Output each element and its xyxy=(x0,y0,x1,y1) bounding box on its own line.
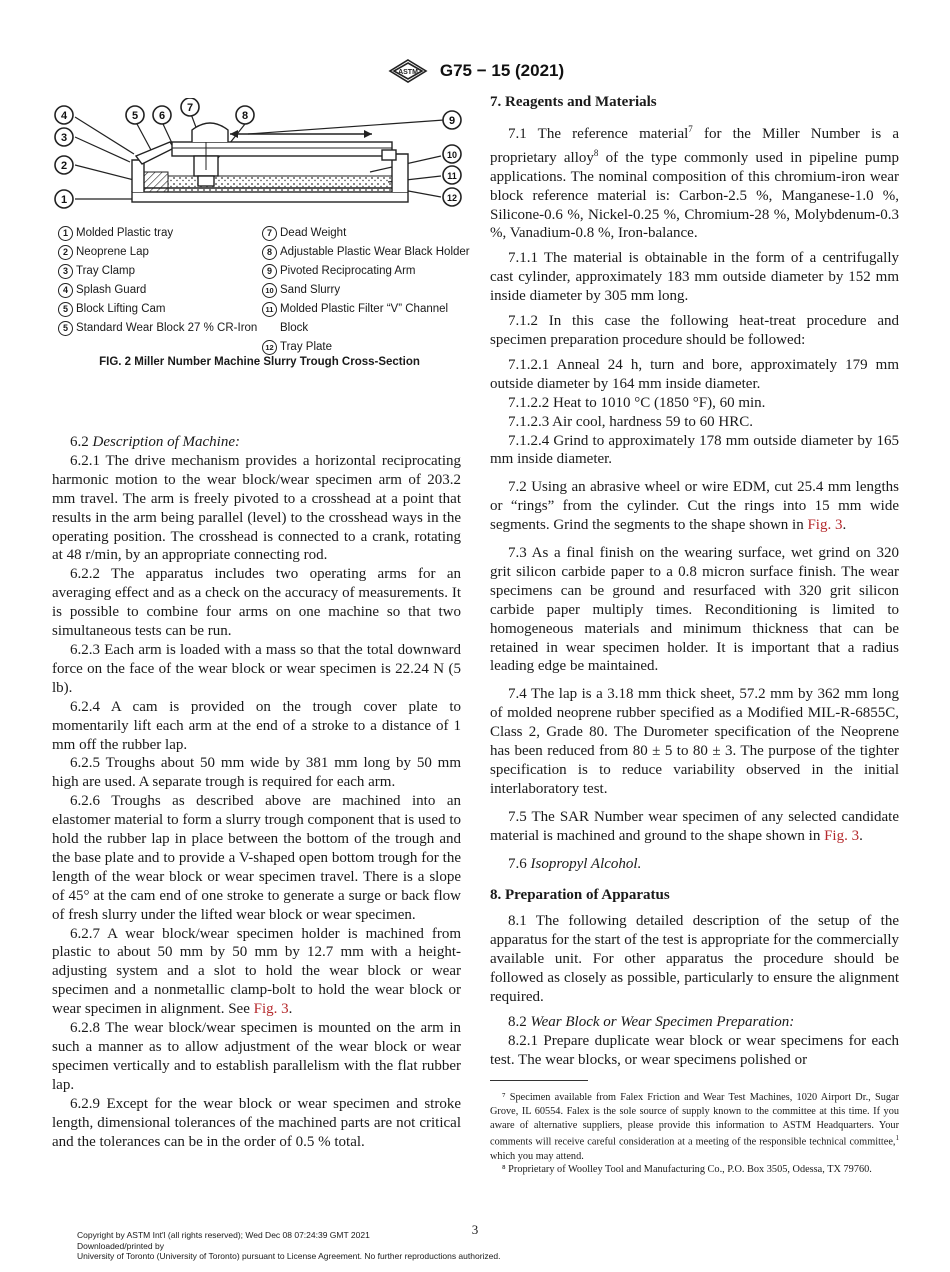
svg-text:5: 5 xyxy=(131,110,139,122)
paragraph-8-2: 8.2 Wear Block or Wear Specimen Preparation: xyxy=(508,1013,795,1030)
callout-7 xyxy=(181,98,199,116)
paragraph-6-2-2: 6.2.2 The apparatus includes two operating arms for an averaging effect and as a check on the accuracy of measurements. It is possible to combine four arms on one machine so that two simultaneous tests can be run. xyxy=(52,566,461,640)
svg-text:1: 1 xyxy=(60,194,68,206)
svg-text:9: 9 xyxy=(448,115,456,127)
legend-item: 5 Block Lifting Cam xyxy=(58,300,258,319)
svg-text:12: 12 xyxy=(446,193,458,203)
svg-text:10: 10 xyxy=(446,150,458,160)
copyright-notice: Copyright by ASTM Int'l (all rights reserved); Wed Dec 08 07:24:39 GMT 2021 Downloaded/printed by University of Toronto (University of Toronto) pursuant to License Agreement. No further reproductions authorized. xyxy=(77,1230,501,1261)
page-header xyxy=(0,58,950,84)
svg-text:ASTM: ASTM xyxy=(397,69,418,76)
footnotes xyxy=(490,1091,899,1177)
figure-caption: FIG. 2 Miller Number Machine Slurry Trough Cross-Section xyxy=(99,356,420,368)
paragraph-7-3: 7.3 As a final finish on the wearing surface, wet grind on 320 grit silicon carbide paper to a 0.8 micron surface finish. The wear specimens can be ground and resurfaced with 320 grit silicon carbide paper multiply times. Reconditioning is limited to homogeneous materials and minimum thickness that can be retained in wear specimen holder. It is important that a radius leading edge be maintained. xyxy=(490,545,899,675)
legend-item: 1 Molded Plastic tray xyxy=(58,224,258,243)
section-7-heading: 7. Reagents and Materials xyxy=(490,94,657,110)
callout-5 xyxy=(126,106,144,124)
svg-text:2: 2 xyxy=(60,160,68,172)
callout-2 xyxy=(55,156,73,174)
fig-3-link[interactable]: Fig. 3 xyxy=(824,827,860,844)
callout-11 xyxy=(443,166,461,184)
right-column xyxy=(490,93,899,1070)
paragraph-7-1-1: 7.1.1 The material is obtainable in the form of a centrifugally cast cylinder, approximately 183 mm outside diameter by 152 mm inside diameter by 305 mm long. xyxy=(490,250,899,305)
paragraph-7-1-2-3: 7.1.2.3 Air cool, hardness 59 to 60 HRC. xyxy=(508,413,753,430)
callout-6 xyxy=(153,106,171,124)
paragraph-7-1-2-2: 7.1.2.2 Heat to 1010 °C (1850 °F), 60 min. xyxy=(508,394,766,411)
paragraph-7-1-2: 7.1.2 In this case the following heat-treat procedure and specimen preparation procedure should be followed: xyxy=(490,313,899,348)
section-8-heading: 8. Preparation of Apparatus xyxy=(490,886,670,903)
paragraph-8-2-1: 8.2.1 Prepare duplicate wear block or wear specimens for each test. The wear blocks, or wear specimens polished or xyxy=(490,1032,899,1068)
paragraph-8-1: 8.1 The following detailed description of the setup of the apparatus for the start of the test is appropriate for the commercially available unit. For other apparatus the procedure should be followed as closely as possible, particularly to ensure the alignment required. xyxy=(490,913,899,1006)
svg-text:3: 3 xyxy=(60,132,68,144)
paragraph-6-2-9: 6.2.9 Except for the wear block or wear specimen and stroke length, dimensional tolerances of the machined parts are not critical and the tolerances can be in the order of 0.5 % total. xyxy=(52,1095,461,1150)
legend-item: 3 Tray Clamp xyxy=(58,262,258,281)
svg-text:11: 11 xyxy=(447,171,457,181)
legend-item: 4 Splash Guard xyxy=(58,281,258,300)
paragraph-7-6: 7.6 Isopropyl Alcohol. xyxy=(508,855,642,872)
legend-item: 12 Tray Plate xyxy=(262,338,472,357)
legend-item: 11 Molded Plastic Filter “V” Channel Block xyxy=(262,300,472,338)
figure-legend-right xyxy=(262,224,472,357)
astm-logo-icon xyxy=(386,58,430,84)
callout-3 xyxy=(55,128,73,146)
legend-item: 10 Sand Slurry xyxy=(262,281,472,300)
callout-9 xyxy=(443,111,461,129)
left-column xyxy=(52,433,461,1151)
legend-item: 7 Dead Weight xyxy=(262,224,472,243)
paragraph-6-2-8: 6.2.8 The wear block/wear specimen is mounted on the arm in such a manner as to allow adjustment of the wear block or wear specimen vertically and to establish parallelism with the flat rubber lap. xyxy=(52,1020,461,1093)
callout-8 xyxy=(236,106,254,124)
section-6-2-heading: 6.2 Description of Machine: xyxy=(70,434,240,450)
callout-10 xyxy=(443,145,461,163)
footnote-8: ⁸ Proprietary of Woolley Tool and Manufacturing Co., P.O. Box 3505, Odessa, TX 79760. xyxy=(502,1164,872,1176)
svg-text:8: 8 xyxy=(241,110,249,122)
paragraph-6-2-6: 6.2.6 Troughs as described above are machined into an elastomer material to form a slurry trough component that is used to hold the rubber lap in place between the bottom of the trough and the base plate and to provide a V-shaped open bottom trough for the length of the wear block or wear specimen travel. There is a slope of 45° at the cam end of one stroke to generate a surge or back flow of fresh slurry under the lifted wear block or wear specimen. xyxy=(52,793,461,923)
paragraph-7-1-2-4: 7.1.2.4 Grind to approximately 178 mm outside diameter by 165 mm inside diameter. xyxy=(490,432,899,468)
paragraph-7-2: 7.2 Using an abrasive wheel or wire EDM, cut 25.4 mm lengths or “rings” from the cylinder. Cut the rings into 15 mm wide segments. Grind the segments to the shape shown in Fig. 3. xyxy=(490,479,899,534)
legend-item: 9 Pivoted Reciprocating Arm xyxy=(262,262,472,281)
paragraph-6-2-4: 6.2.4 A cam is provided on the trough cover plate to momentarily lift each arm at the end of a stroke to a distance of 1 mm off the rubber lap. xyxy=(52,698,461,753)
paragraph-7-5: 7.5 The SAR Number wear specimen of any selected candidate material is machined and ground to the shape shown in Fig. 3. xyxy=(490,808,899,844)
document-code: G75 − 15 (2021) xyxy=(439,61,565,80)
callout-1 xyxy=(55,190,73,208)
svg-text:4: 4 xyxy=(60,110,68,122)
paragraph-7-1-2-1: 7.1.2.1 Anneal 24 h, turn and bore, approximately 179 mm outside diameter by 164 mm inside diameter. xyxy=(490,356,899,392)
page-number: 3 xyxy=(471,1222,479,1237)
legend-item: 5 Standard Wear Block 27 % CR-Iron xyxy=(58,319,258,338)
svg-text:7: 7 xyxy=(186,102,194,114)
footnote-divider xyxy=(490,1080,588,1081)
callout-12 xyxy=(443,188,461,206)
paragraph-7-4: 7.4 The lap is a 3.18 mm thick sheet, 57.2 mm by 362 mm long of molded neoprene rubber specified as a Modified MIL-R-6855C, Class 2, Grade 80. The Durometer specification of the Neoprene has been reduced from 80 ± 5 to 80 ± 3. The purpose of the tighter specification is to reduce variability observed in the initial interlaboratory test. xyxy=(490,686,899,797)
paragraph-6-2-3: 6.2.3 Each arm is loaded with a mass so that the total downward force on the face of the wear block or wear specimen is 22.24 N (5 lb). xyxy=(52,641,461,696)
paragraph-7-1: 7.1 The reference material$^7$ for the Miller Number is a proprietary alloy$^8$ of the type commonly used in pipeline pump applications. The nominal composition of this chromium-iron wear block reference material is: Carbon-2.5 %, Manganese-1.0 %, Silicone-0.6 %, Nickel-0.25 %, Chromium-28 %, Molybdenum-0.3 %, Vanadium-0.8 %, Iron-balance. xyxy=(490,123,899,242)
footnote-7: ⁷ Specimen available from Falex Friction and Wear Test Machines, 1020 Airport Dr., Sugar Grove, IL 60554. Falex is the sole source of supply known to the committee at this time. If you aware of alternative suppliers, please provide this information to ASTM Headquarters. Your comments will receive careful consideration at a meeting of the responsible technical committee,$^1$ which you may attend. xyxy=(490,1092,899,1162)
legend-item: 2 Neoprene Lap xyxy=(58,243,258,262)
callout-4 xyxy=(55,106,73,124)
legend-item: 8 Adjustable Plastic Wear Black Holder xyxy=(262,243,472,262)
paragraph-6-2-7: 6.2.7 A wear block/wear specimen holder is machined from plastic to about 50 mm by 50 mm by 12.7 mm with a height-adjusting system and a slot to hold the wear block or wear specimen and a nonmetallic clamp-bolt to hold the wear block or wear specimen in alignment. See Fig. 3. xyxy=(52,925,461,1018)
paragraph-6-2-1: 6.2.1 The drive mechanism provides a horizontal reciprocating harmonic motion to the wear block/wear specimen arm of 203.2 mm travel. The arm is freely pivoted to a crosshead at a point that results in the arm being parallel (level) to the crosshead ways in the operating position. The crosshead is connected to a crank, rotating at 48 r/min, by an appropriate connecting rod. xyxy=(52,452,461,564)
svg-text:6: 6 xyxy=(158,110,166,122)
figure-legend-left xyxy=(58,224,258,338)
fig-3-link[interactable]: Fig. 3 xyxy=(807,517,843,534)
fig-3-link[interactable]: Fig. 3 xyxy=(253,1001,289,1018)
paragraph-6-2-5: 6.2.5 Troughs about 50 mm wide by 381 mm long by 50 mm high are used. A separate trough is required for each arm. xyxy=(52,755,461,791)
